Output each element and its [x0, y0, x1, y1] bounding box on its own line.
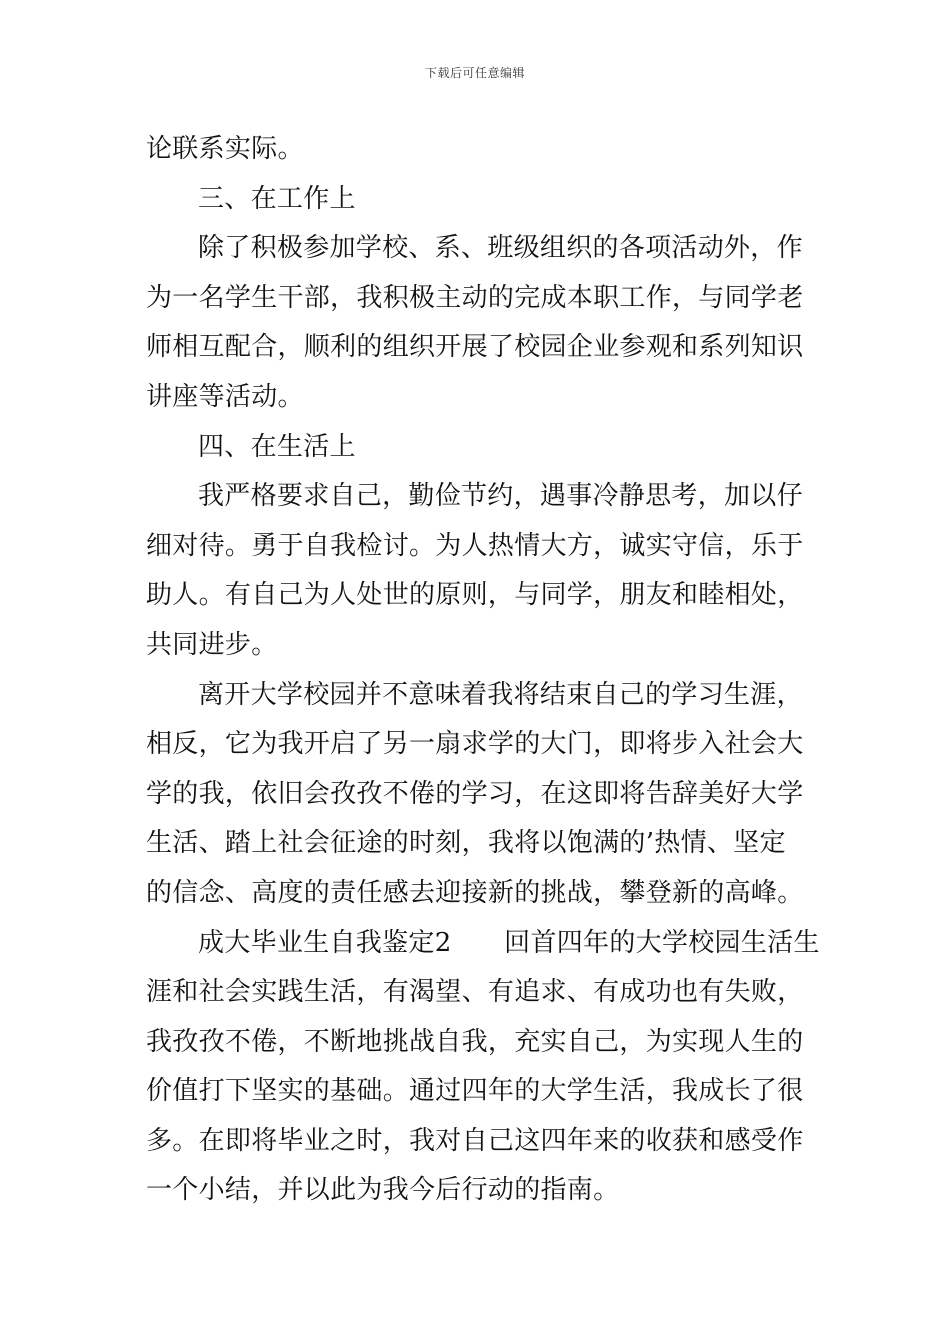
text-line: 为一名学生干部，我积极主动的完成本职工作，与同学老 [146, 282, 804, 313]
text-line: 我严格要求自己，勤俭节约，遇事冷静思考，加以仔 [198, 481, 803, 512]
text-line: 一个小结，并以此为我今后行动的指南。 [146, 1175, 620, 1206]
text-line: 生活、踏上社会征途的时刻，我将以饱满的’热情、坚定 [146, 828, 786, 859]
text-line: 共同进步。 [146, 629, 278, 660]
text-line: 助人。有自己为人处世的原则，与同学，朋友和睦相处， [146, 580, 804, 611]
text-line: 细对待。勇于自我检讨。为人热情大方，诚实守信，乐于 [146, 530, 804, 561]
text-line: 学的我，依旧会孜孜不倦的学习，在这即将告辞美好大学 [146, 778, 804, 809]
text-line: 多。在即将毕业之时，我对自己这四年来的收获和感受作 [146, 1125, 804, 1156]
document-body [146, 125, 826, 1216]
text-line: 涯和社会实践生活，有渴望、有追求、有成功也有失败， [146, 977, 804, 1008]
section-heading: 三、在工作上 [198, 183, 356, 214]
text-line: 离开大学校园并不意味着我将结束自己的学习生涯， [198, 679, 803, 710]
text-line: 相反，它为我开启了另一扇求学的大门，即将步入社会大 [146, 729, 804, 760]
text-line: 的信念、高度的责任感去迎接新的挑战，攀登新的高峰。 [146, 877, 804, 908]
text-line: 除了积极参加学校、系、班级组织的各项活动外，作 [198, 233, 803, 264]
section-heading: 四、在生活上 [198, 431, 356, 462]
text-line: 价值打下坚实的基础。通过四年的大学生活，我成长了很 [146, 1076, 804, 1107]
text-line: 论联系实际。 [146, 134, 304, 164]
text-line: 成大毕业生自我鉴定2 回首四年的大学校园生活生 [198, 927, 820, 958]
text-line: 我孜孜不倦，不断地挑战自我，充实自己，为实现人生的 [146, 1026, 804, 1057]
text-line: 讲座等活动。 [146, 381, 304, 412]
page-header: 下载后可任意编辑 [424, 66, 525, 80]
text-line: 师相互配合，顺利的组织开展了校园企业参观和系列知识 [146, 332, 804, 363]
